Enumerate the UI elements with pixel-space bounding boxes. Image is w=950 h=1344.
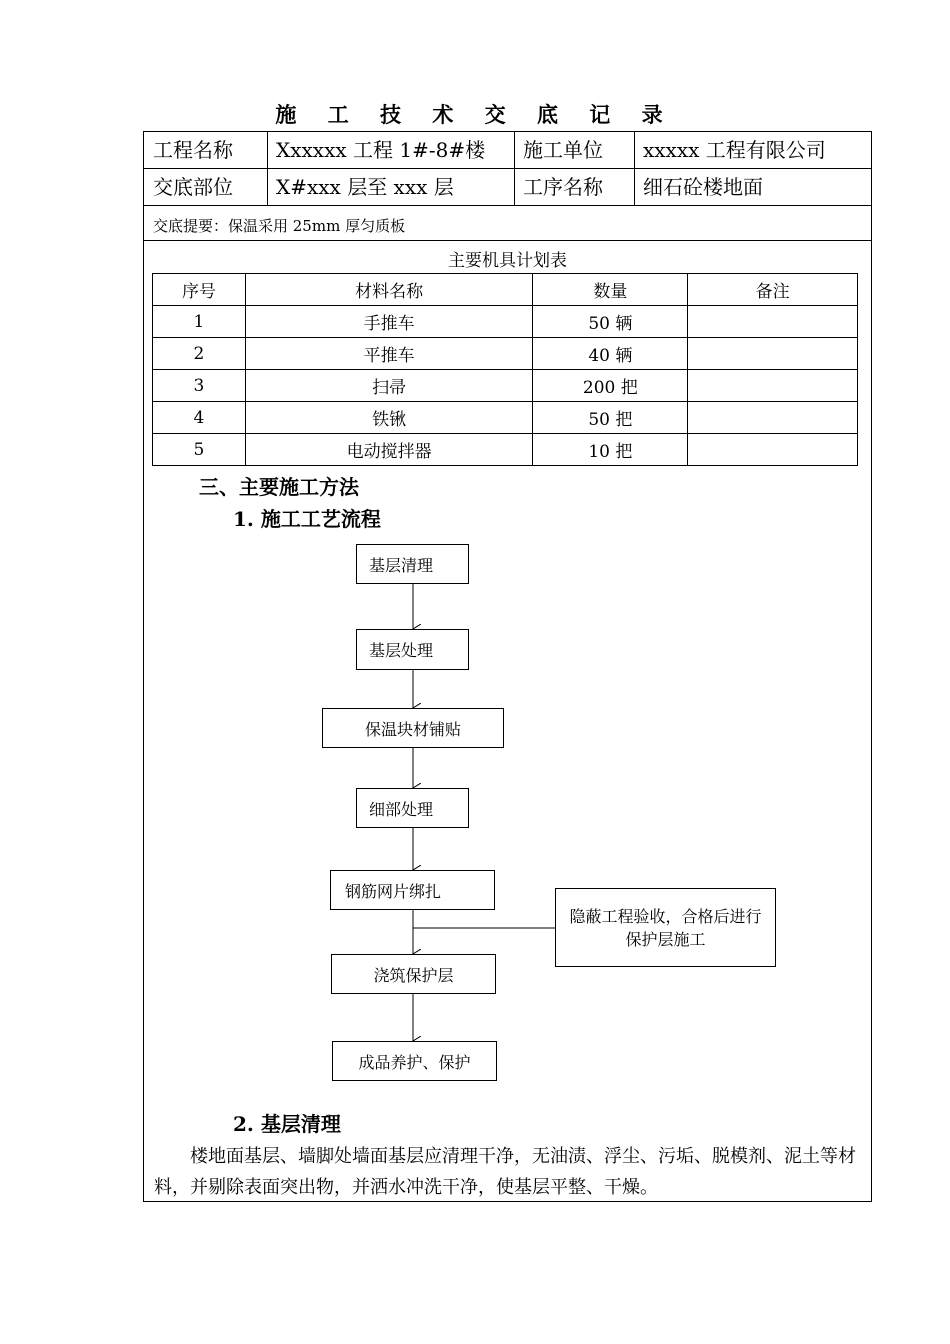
column-header-index: 序号 <box>153 274 246 306</box>
document-title: 施 工 技 术 交 底 记 录 <box>275 102 675 127</box>
row-index: 2 <box>153 338 246 370</box>
row-index: 3 <box>153 370 246 402</box>
base-cleaning-paragraph: 楼地面基层、墙脚处墙面基层应清理干净，无油渍、浮尘、污垢、脱模剂、泥土等材料，并剔除表面突出物，并洒水冲洗干净，使基层平整、干燥。 <box>154 1146 856 1198</box>
flow-step-1 <box>356 544 469 584</box>
row-index: 1 <box>153 306 246 338</box>
tools-table-caption: 主要机具计划表 <box>448 251 567 271</box>
flow-step-4 <box>356 788 469 828</box>
flow-step-label: 基层清理 <box>369 555 434 575</box>
flow-step-2 <box>356 629 469 670</box>
section-3-heading: 三、主要施工方法 <box>199 475 359 499</box>
row-quantity: 200 把 <box>533 370 688 402</box>
row-name: 平推车 <box>245 338 533 370</box>
subsection-2-heading: 2. 基层清理 <box>233 1112 341 1136</box>
column-header-remark: 备注 <box>688 274 858 306</box>
row-index: 5 <box>153 434 246 466</box>
flow-step-label: 成品养护、保护 <box>358 1052 471 1072</box>
flow-step-label: 保温块材铺贴 <box>364 719 461 739</box>
row-quantity: 40 辆 <box>533 338 688 370</box>
summary-text: 交底提要：保温采用 25mm 厚匀质板 <box>153 217 406 235</box>
flow-step-6 <box>331 954 496 994</box>
flow-step-label: 钢筋网片绑扎 <box>345 881 442 901</box>
flow-step-label: 基层处理 <box>369 641 434 660</box>
side-note-line-1: 隐蔽工程验收，合格后进行 <box>569 906 762 926</box>
row-quantity: 50 把 <box>533 402 688 434</box>
flow-step-7 <box>332 1041 497 1081</box>
column-header-name: 材料名称 <box>245 274 533 306</box>
record-frame <box>143 131 872 1202</box>
project-name-label: 工程名称 <box>153 138 233 162</box>
process-label: 工序名称 <box>523 175 603 199</box>
flow-step-5 <box>330 870 495 910</box>
location-label: 交底部位 <box>153 175 233 199</box>
project-name-value: Xxxxxx 工程 1#-8#楼 <box>276 138 486 162</box>
process-value: 细石砼楼地面 <box>643 175 763 199</box>
row-name: 铁锹 <box>245 402 533 434</box>
row-name: 扫帚 <box>245 370 533 402</box>
flow-step-label: 浇筑保护层 <box>373 965 454 985</box>
row-index: 4 <box>153 402 246 434</box>
column-header-quantity: 数量 <box>533 274 688 306</box>
row-name: 手推车 <box>245 306 533 338</box>
location-value: X#xxx 层至 xxx 层 <box>276 175 454 199</box>
flowchart-connectors <box>144 132 871 1201</box>
row-quantity: 50 辆 <box>533 306 688 338</box>
flow-step-label: 细部处理 <box>369 799 434 819</box>
row-quantity: 10 把 <box>533 434 688 466</box>
side-note-box <box>555 888 776 967</box>
side-note-line-2: 保护层施工 <box>625 929 706 949</box>
construction-unit-value: xxxxx 工程有限公司 <box>643 138 826 162</box>
flow-step-3 <box>322 708 504 748</box>
row-name: 电动搅拌器 <box>245 434 533 466</box>
construction-unit-label: 施工单位 <box>523 138 603 162</box>
subsection-1-heading: 1. 施工工艺流程 <box>233 507 381 531</box>
